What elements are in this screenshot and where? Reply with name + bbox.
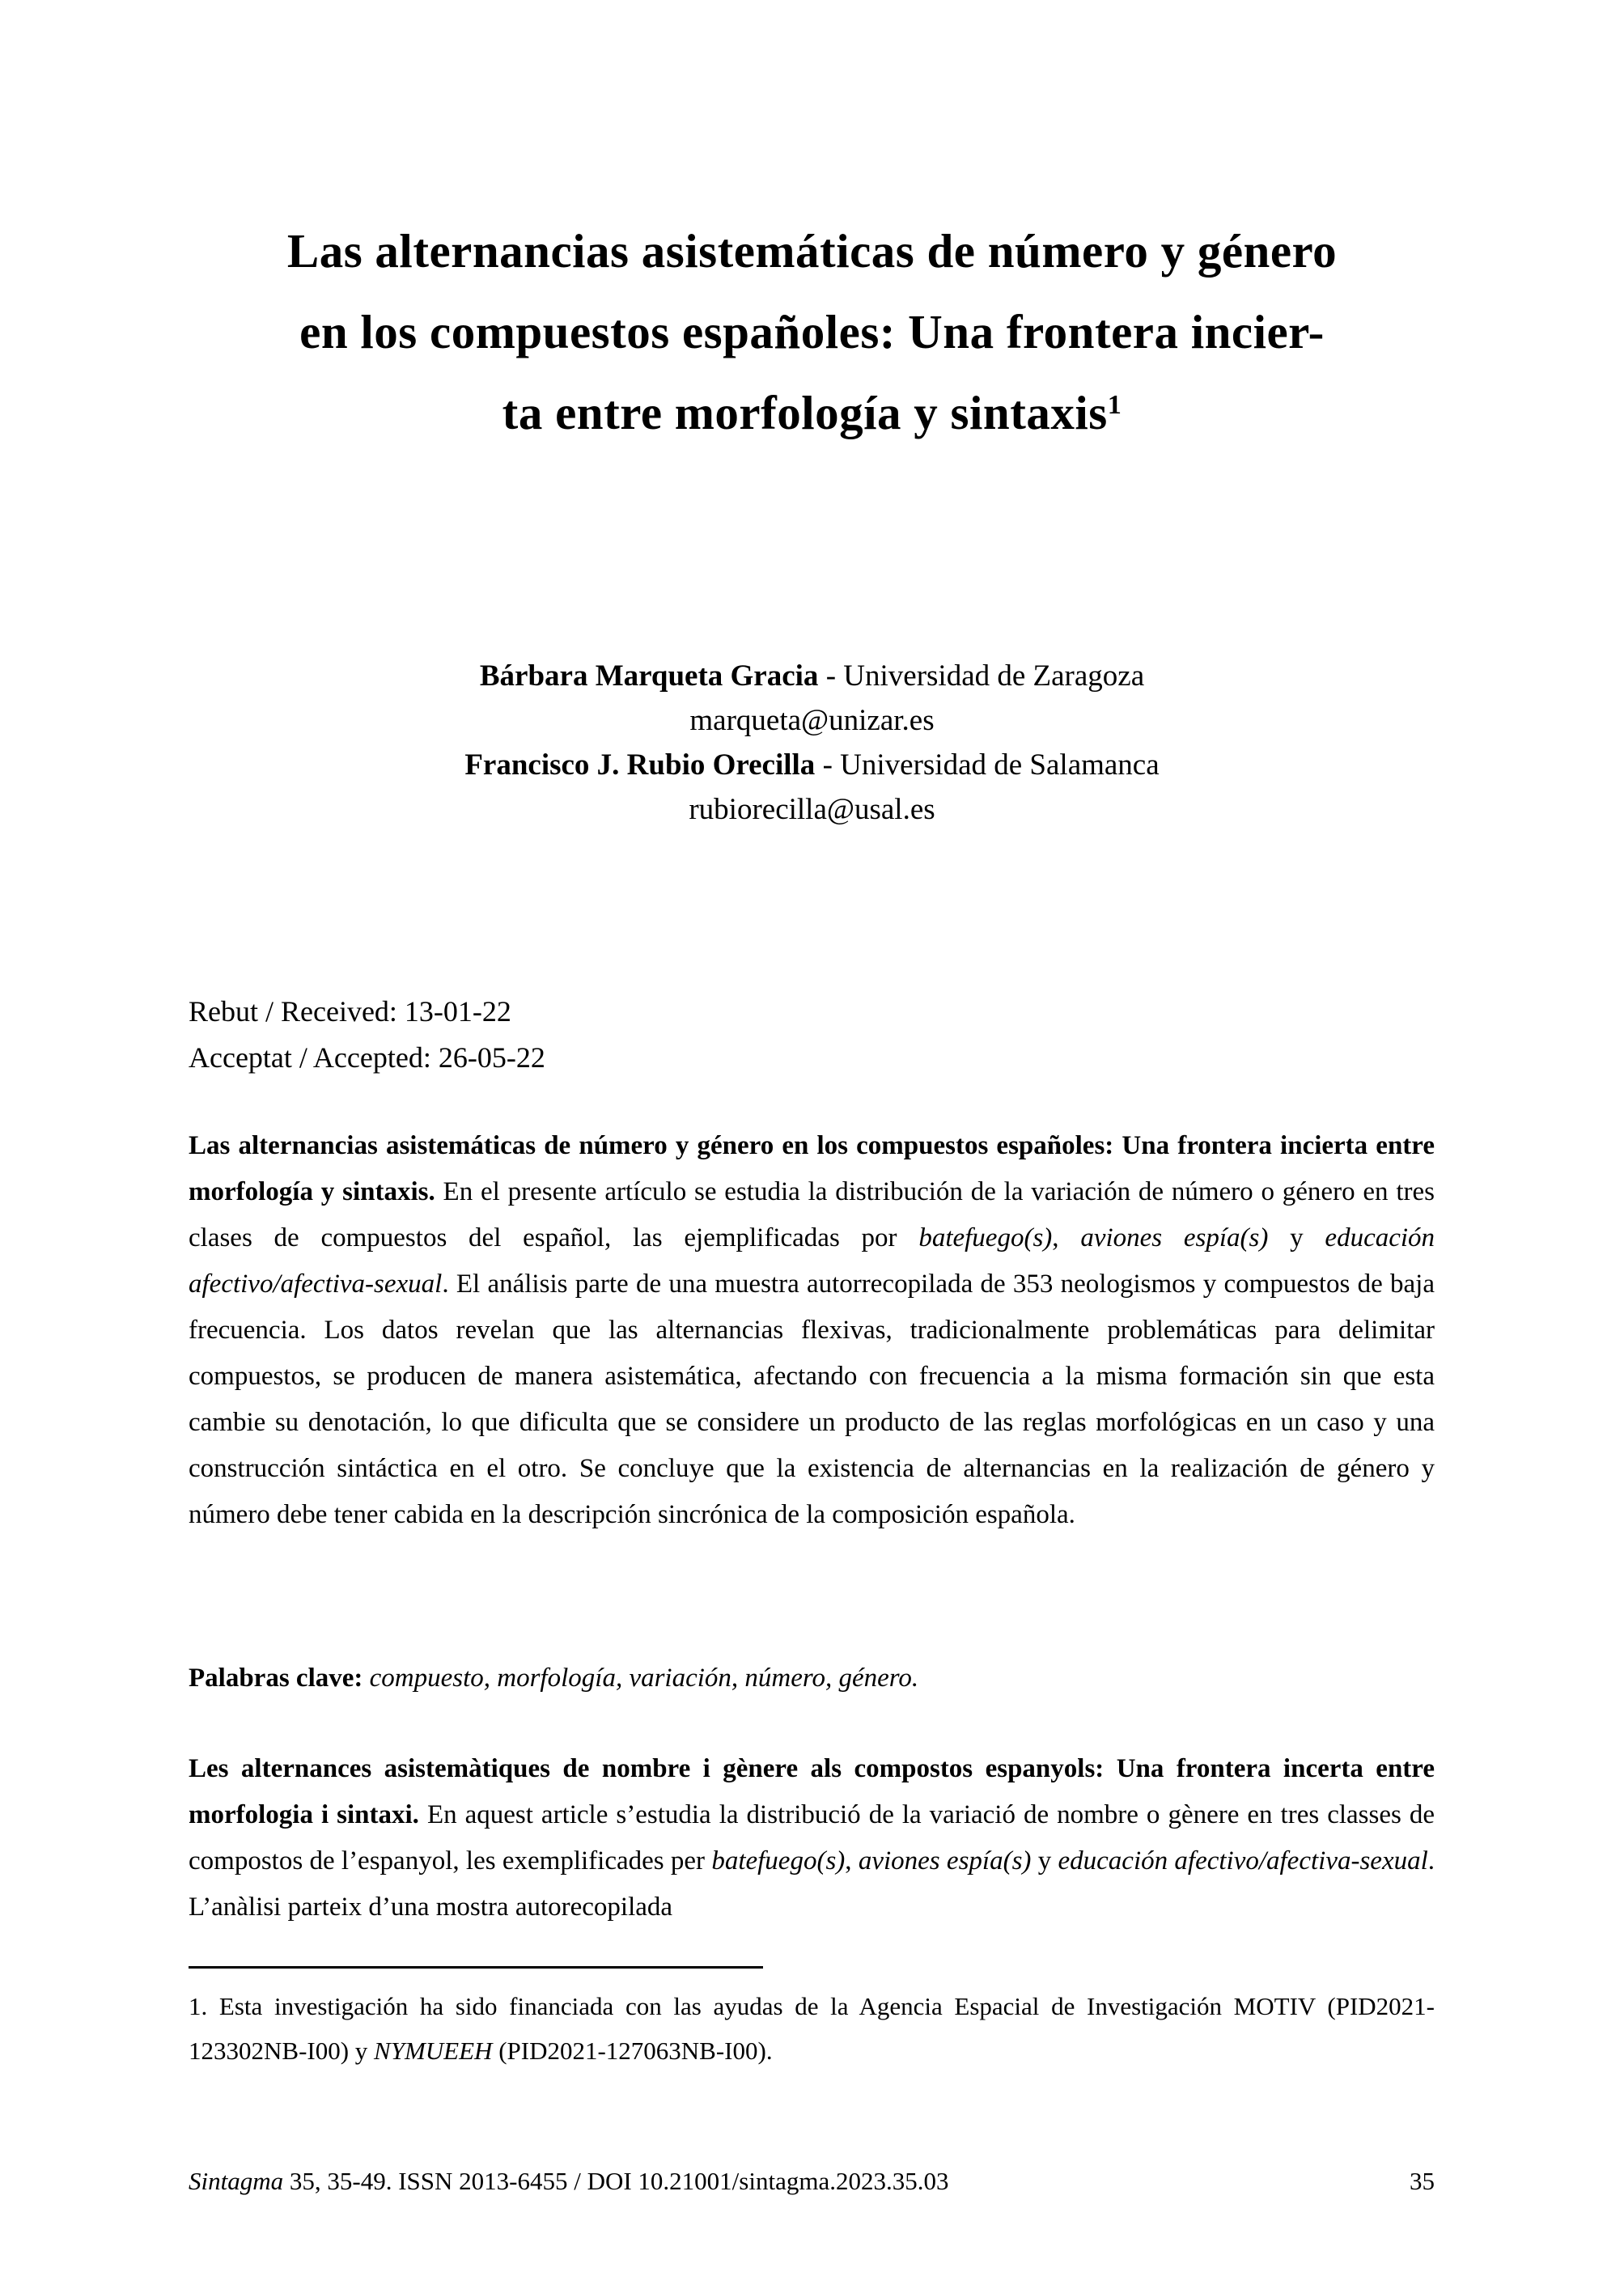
author-email: marqueta@unizar.es xyxy=(689,704,935,737)
abstract-ca-lead: Les alternances asistemàtiques de nombre i gènere als compostos espanyols: Una frontera incerta entre morfologia i sintaxi. xyxy=(189,1754,1435,1829)
title-line-3-text: ta entre morfología y sintaxis xyxy=(502,386,1108,439)
author-line xyxy=(0,743,1624,787)
footnote-grant-acronym: NYMUEEH xyxy=(374,2037,493,2065)
author-name: Francisco J. Rubio Orecilla xyxy=(464,748,816,782)
page-footer xyxy=(189,2165,1435,2198)
abstract-spanish xyxy=(189,1123,1435,1538)
abstract-es-sep-1: , xyxy=(1052,1223,1081,1252)
received-line: Rebut / Received: 13-01-22 xyxy=(189,995,511,1028)
footnote xyxy=(189,1984,1435,2073)
article-title xyxy=(0,210,1624,453)
footnote-part-1: 1. Esta investigación ha sido financiada con las ayudas de la Agencia Espacial de Investigación MOTIV (PID2021-123302NB-I00) y xyxy=(189,1992,1435,2065)
abstract-es-example-2: aviones espía(s) xyxy=(1080,1223,1269,1252)
abstract-ca-body-1: En aquest article s’estudia la distribució de la variació de nombre o gènere en tres classes de compostos de l’espanyol, les exemplificades per xyxy=(189,1800,1435,1876)
title-line-2: en los compuestos españoles: Una frontera incier- xyxy=(299,305,1325,358)
author-affiliation: Universidad de Zaragoza xyxy=(843,659,1145,693)
journal-name: Sintagma xyxy=(189,2167,284,2195)
abstract-es-sep-2: y xyxy=(1268,1223,1325,1252)
footnote-part-2: (PID2021-127063NB-I00). xyxy=(492,2037,773,2065)
authors-block xyxy=(0,654,1624,832)
abstract-ca-sep-2: y xyxy=(1031,1846,1058,1876)
author-separator: - xyxy=(822,748,833,782)
title-line-3 xyxy=(0,372,1624,453)
abstract-es-body-2: . El análisis parte de una muestra autorrecopilada de 353 neologismos y compuestos de baja frecuencia. Los datos revelan que las alternancias flexivas, tradicionalmente problemáticas para delimitar compuestos, se producen de manera asistemática, afectando con frecuencia a la misma formación sin que esta cambie su denotación, lo que dificulta que se considere un producto de las reglas morfológicas en un caso y una construcción sintáctica en el otro. Se concluye que la existencia de alternancias en la realización de género y número debe tener cabida en la descripción sincrónica de la composición española. xyxy=(189,1269,1435,1529)
keywords-items: compuesto, morfología, variación, número, género. xyxy=(369,1664,919,1693)
abstract-ca-example-1: batefuego(s) xyxy=(711,1846,846,1876)
author-separator: - xyxy=(825,659,837,693)
title-line-1: Las alternancias asistemáticas de número y género xyxy=(286,224,1338,278)
abstract-es-lead: Las alternancias asistemáticas de número y género en los compuestos españoles: Una frontera incierta entre morfología y sintaxis. xyxy=(189,1131,1435,1206)
dates-block xyxy=(189,989,1435,1081)
author-line xyxy=(0,654,1624,698)
abstract-catalan xyxy=(189,1746,1435,1931)
abstract-es-body-1: En el presente artículo se estudia la distribución de la variación de número o género en tres clases de compuestos del español, las ejemplificadas por xyxy=(189,1177,1435,1252)
abstract-ca-example-2: aviones espía(s) xyxy=(858,1846,1032,1876)
abstract-es-example-1: batefuego(s) xyxy=(918,1223,1053,1252)
title-footnote-marker: 1 xyxy=(1107,390,1122,421)
accepted-line: Acceptat / Accepted: 26-05-22 xyxy=(189,1041,545,1074)
author-affiliation: Universidad de Salamanca xyxy=(840,748,1160,782)
footnote-separator xyxy=(189,1966,763,1969)
keywords-line xyxy=(189,1655,1435,1702)
keywords-label: Palabras clave: xyxy=(189,1664,363,1693)
abstract-ca-example-3: educación afectivo/afectiva-sexual xyxy=(1058,1846,1428,1876)
abstract-ca-body-2: . L’anàlisi parteix d’una mostra autorecopilada xyxy=(189,1846,1435,1922)
citation-text: 35, 35-49. ISSN 2013-6455 / DOI 10.21001/sintagma.2023.35.03 xyxy=(289,2167,949,2195)
abstract-ca-sep-1: , xyxy=(845,1846,859,1876)
journal-citation xyxy=(189,2165,948,2198)
abstract-es-example-3: educación afectivo/afectiva-sexual xyxy=(189,1223,1435,1299)
author-name: Bárbara Marqueta Gracia xyxy=(479,659,819,693)
author-email: rubiorecilla@usal.es xyxy=(689,793,935,826)
page-number: 35 xyxy=(1410,2167,1435,2195)
